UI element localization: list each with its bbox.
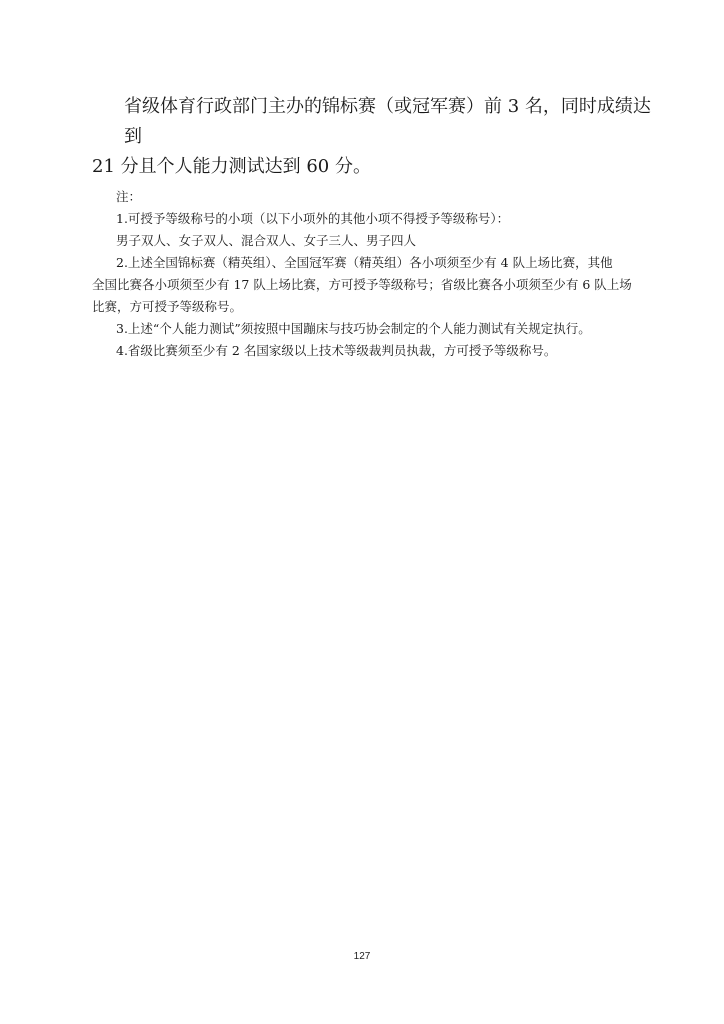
page-number: 127	[353, 951, 371, 962]
note-item-1-detail: 男子双人、女子双人、混合双人、女子三人、男子四人	[116, 233, 417, 248]
note-item-2-line-3: 比赛，方可授予等级称号。	[92, 299, 243, 314]
main-paragraph	[92, 92, 652, 182]
notes-title: 注：	[116, 189, 142, 204]
main-paragraph-line-1: 省级体育行政部门主办的锦标赛（或冠军赛）前 3 名，同时成绩达到	[124, 96, 651, 147]
note-item-4: 4.省级比赛须至少有 2 名国家级以上技术等级裁判员执裁，方可授予等级称号。	[116, 343, 557, 358]
notes-section	[92, 186, 652, 362]
main-paragraph-line-2: 21 分且个人能力测试达到 60 分。	[92, 156, 371, 177]
note-item-1: 1.可授予等级称号的小项（以下小项外的其他小项不得授予等级称号）：	[116, 211, 510, 226]
note-item-2-line-1: 2.上述全国锦标赛（精英组）、全国冠军赛（精英组）各小项须至少有 4 队上场比赛，其他	[116, 255, 613, 270]
note-item-3: 3.上述“个人能力测试”须按照中国蹦床与技巧协会制定的个人能力测试有关规定执行。	[116, 321, 591, 336]
note-item-2-line-2: 全国比赛各小项须至少有 17 队上场比赛，方可授予等级称号；省级比赛各小项须至少有 6 队上场	[92, 277, 632, 292]
